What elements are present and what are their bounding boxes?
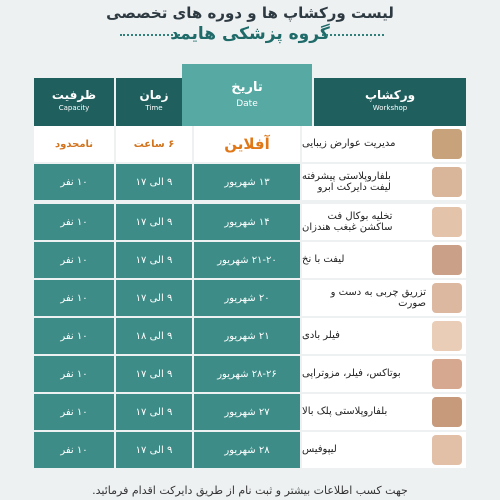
workshop-cell: بلفاروپلاستی پلک بالا (302, 394, 466, 430)
date-cell: ۱۳ شهریور (194, 164, 300, 200)
time-cell: ۹ الی ۱۷ (116, 242, 192, 278)
workshop-thumbnail (432, 207, 462, 237)
table-row (34, 394, 466, 430)
time-cell: ۹ الی ۱۷ (116, 280, 192, 316)
time-cell: ۹ الی ۱۸ (116, 318, 192, 354)
header-capacity (34, 78, 114, 126)
capacity-cell: ۱۰ نفر (34, 242, 114, 278)
workshop-cell: فیلر بادی (302, 318, 466, 354)
date-cell: آفلاین (194, 126, 300, 162)
header-time-en: Time (145, 104, 163, 112)
header-capacity-fa: ظرفیت (51, 88, 97, 102)
table-row (34, 356, 466, 392)
header-date-fa: تاریخ (231, 80, 263, 95)
capacity-cell: ۱۰ نفر (34, 356, 114, 392)
capacity-cell: ۱۰ نفر (34, 164, 114, 200)
table-row (34, 318, 466, 354)
time-cell: ۹ الی ۱۷ (116, 356, 192, 392)
time-cell: ۹ الی ۱۷ (116, 394, 192, 430)
header-capacity-en: Capacity (58, 104, 90, 112)
header-time (116, 78, 192, 126)
header-workshop-fa: ورکشاپ (364, 88, 416, 102)
workshop-thumbnail (432, 129, 462, 159)
page-title: لیست ورکشاپ ها و دوره های تخصصی (106, 4, 394, 22)
time-cell: ۹ الی ۱۷ (116, 432, 192, 468)
workshop-thumbnail (432, 167, 462, 197)
time-cell: ۹ الی ۱۷ (116, 164, 192, 200)
workshop-cell: بوتاکس، فیلر، مزوتراپی (302, 356, 466, 392)
workshop-cell: بلفاروپلاستی پیشرفته لیفت دایرکت ابرو (302, 164, 466, 200)
page-subtitle: گروه پزشکی هایمد (170, 24, 330, 44)
header-date (182, 64, 312, 126)
table-row (34, 204, 466, 240)
workshop-cell: لیپوفیس (302, 432, 466, 468)
table-row (34, 280, 466, 316)
footer-note: جهت کسب اطلاعات بیشتر و ثبت نام از طریق دایرکت اقدام فرمائید. (92, 484, 408, 497)
workshop-cell: لیفت با نخ (302, 242, 466, 278)
workshop-thumbnail (432, 435, 462, 465)
header-workshop (314, 78, 466, 126)
capacity-cell: ۱۰ نفر (34, 280, 114, 316)
date-cell: ۲۱-۲۰ شهریور (194, 242, 300, 278)
workshop-thumbnail (432, 245, 462, 275)
time-cell: ۶ ساعت (116, 126, 192, 162)
capacity-cell: ۱۰ نفر (34, 432, 114, 468)
header-time-fa: زمان (139, 88, 169, 102)
workshop-thumbnail (432, 321, 462, 351)
table-row (34, 164, 466, 200)
capacity-cell: ۱۰ نفر (34, 204, 114, 240)
workshop-thumbnail (432, 283, 462, 313)
date-cell: ۲۷ شهریور (194, 394, 300, 430)
table-row (34, 242, 466, 278)
date-cell: ۲۸-۲۶ شهریور (194, 356, 300, 392)
workshop-thumbnail (432, 397, 462, 427)
table-row (34, 126, 466, 162)
date-cell: ۲۰ شهریور (194, 280, 300, 316)
workshop-cell: مدیریت عوارض زیبایی (302, 126, 466, 162)
capacity-cell: ۱۰ نفر (34, 318, 114, 354)
capacity-cell: نامحدود (34, 126, 114, 162)
workshop-thumbnail (432, 359, 462, 389)
header-workshop-en: Workshop (372, 104, 408, 112)
header-date-en: Date (236, 99, 258, 109)
workshop-cell: تخلیه بوکال فت ساکشن غبغب هندزان (302, 204, 466, 240)
capacity-cell: ۱۰ نفر (34, 394, 114, 430)
date-cell: ۲۱ شهریور (194, 318, 300, 354)
date-cell: ۲۸ شهریور (194, 432, 300, 468)
workshop-cell: تزریق چربی به دست و صورت (302, 280, 466, 316)
date-cell: ۱۴ شهریور (194, 204, 300, 240)
table-row (34, 432, 466, 468)
time-cell: ۹ الی ۱۷ (116, 204, 192, 240)
divider-right (322, 34, 384, 36)
